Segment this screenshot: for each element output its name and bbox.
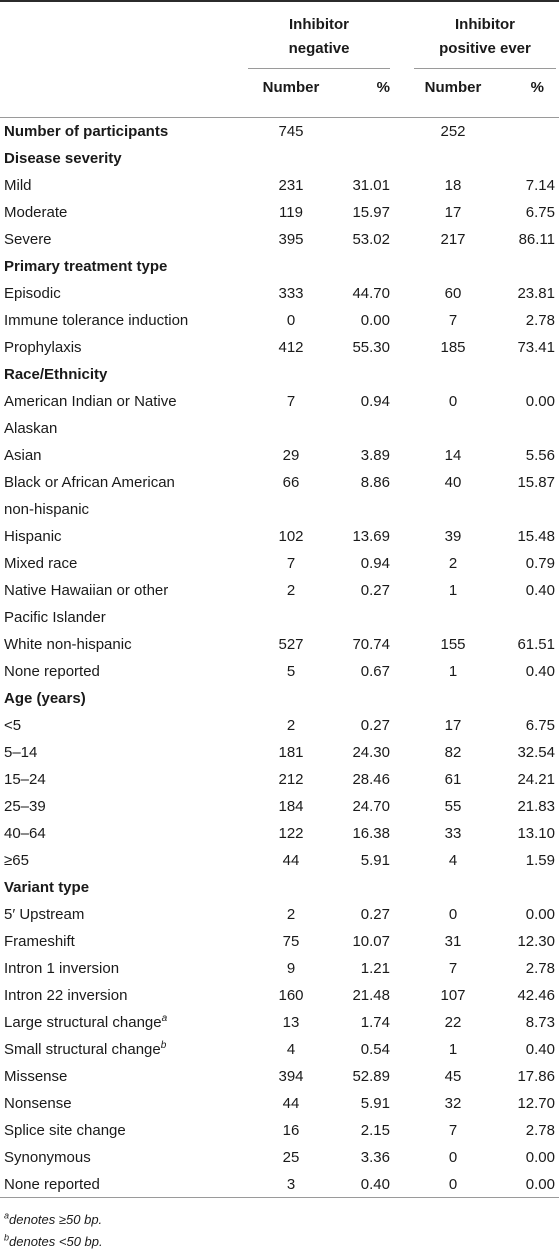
table-bottom-rule bbox=[0, 1197, 559, 1198]
table-row bbox=[0, 307, 559, 334]
table-section-row bbox=[0, 118, 559, 145]
cell-number-positive: 33 bbox=[444, 825, 462, 842]
table-row bbox=[0, 901, 559, 928]
cell-percent-positive: 7.14 bbox=[525, 177, 555, 194]
cell-number-positive: 45 bbox=[444, 1068, 462, 1085]
cell-percent-positive: 24.21 bbox=[517, 771, 555, 788]
table-row bbox=[0, 226, 559, 253]
table-body bbox=[0, 118, 559, 1198]
cell-number-negative: 395 bbox=[278, 231, 304, 248]
cell-percent-positive: 12.30 bbox=[517, 933, 555, 950]
cell-percent-positive: 0.00 bbox=[525, 906, 555, 923]
cell-number-positive: 32 bbox=[444, 1095, 462, 1112]
cell-number-positive: 252 bbox=[440, 123, 466, 140]
footnote-b-text: denotes <50 bp. bbox=[9, 1234, 103, 1249]
cell-percent-positive: 5.56 bbox=[525, 447, 555, 464]
row-label-text: Intron 1 inversion bbox=[4, 960, 120, 977]
table-top-rule bbox=[0, 0, 559, 2]
table-row bbox=[0, 199, 559, 226]
header-inhibitor-negative bbox=[248, 13, 390, 61]
row-label bbox=[4, 820, 239, 847]
table-row bbox=[0, 820, 559, 847]
table-row bbox=[0, 1036, 559, 1063]
cell-number-positive: 22 bbox=[444, 1014, 462, 1031]
cell-percent-negative: 1.74 bbox=[360, 1014, 390, 1031]
row-label bbox=[4, 388, 239, 442]
cell-number-negative: 412 bbox=[278, 339, 304, 356]
cell-number-positive: 217 bbox=[440, 231, 466, 248]
cell-number-positive: 61 bbox=[444, 771, 462, 788]
row-label-text: Missense bbox=[4, 1068, 68, 1085]
cell-percent-positive: 2.78 bbox=[525, 960, 555, 977]
table-row bbox=[0, 280, 559, 307]
table-row bbox=[0, 739, 559, 766]
cell-percent-negative: 8.86 bbox=[360, 474, 390, 491]
footnote-marker: b bbox=[160, 1040, 167, 1051]
cell-percent-positive: 2.78 bbox=[525, 1122, 555, 1139]
cell-number-negative: 75 bbox=[282, 933, 300, 950]
cell-percent-negative: 3.89 bbox=[360, 447, 390, 464]
row-label-text: Episodic bbox=[4, 285, 61, 302]
header-number-negative: Number bbox=[262, 79, 320, 96]
row-label-text: Prophylaxis bbox=[4, 339, 82, 356]
cell-number-negative: 184 bbox=[278, 798, 304, 815]
table-row bbox=[0, 1009, 559, 1036]
section-label bbox=[4, 361, 239, 388]
section-label bbox=[4, 253, 239, 280]
cell-percent-positive: 61.51 bbox=[517, 636, 555, 653]
row-label-text: Severe bbox=[4, 231, 52, 248]
cell-number-negative: 212 bbox=[278, 771, 304, 788]
cell-number-positive: 7 bbox=[448, 312, 458, 329]
row-label-text: None reported bbox=[4, 663, 100, 680]
cell-percent-positive: 15.48 bbox=[517, 528, 555, 545]
row-label-text-continued: non-hispanic bbox=[4, 501, 90, 518]
table-row bbox=[0, 847, 559, 874]
cell-number-positive: 31 bbox=[444, 933, 462, 950]
cell-percent-negative: 15.97 bbox=[352, 204, 390, 221]
row-label bbox=[4, 577, 239, 631]
cell-number-negative: 44 bbox=[282, 1095, 300, 1112]
cell-percent-negative: 0.94 bbox=[360, 393, 390, 410]
table-row bbox=[0, 1171, 559, 1198]
row-label bbox=[4, 739, 239, 766]
row-label-text: American Indian or Native bbox=[4, 393, 177, 410]
cell-number-negative: 0 bbox=[286, 312, 296, 329]
cell-number-positive: 107 bbox=[440, 987, 466, 1004]
cell-number-negative: 527 bbox=[278, 636, 304, 653]
table-row bbox=[0, 172, 559, 199]
row-label bbox=[4, 199, 239, 226]
row-label-text: Primary treatment type bbox=[4, 258, 168, 275]
row-label bbox=[4, 847, 239, 874]
table-row bbox=[0, 1117, 559, 1144]
row-label bbox=[4, 928, 239, 955]
cell-number-positive: 14 bbox=[444, 447, 462, 464]
cell-percent-positive: 0.79 bbox=[525, 555, 555, 572]
cell-number-positive: 7 bbox=[448, 960, 458, 977]
cell-number-negative: 44 bbox=[282, 852, 300, 869]
row-label-text: Synonymous bbox=[4, 1149, 91, 1166]
row-label bbox=[4, 334, 239, 361]
table-row bbox=[0, 334, 559, 361]
cell-percent-negative: 52.89 bbox=[352, 1068, 390, 1085]
header-positive-underline bbox=[414, 68, 556, 69]
cell-percent-negative: 0.40 bbox=[360, 1176, 390, 1193]
cell-number-positive: 1 bbox=[448, 1041, 458, 1058]
cell-number-positive: 1 bbox=[448, 582, 458, 599]
cell-number-negative: 102 bbox=[278, 528, 304, 545]
cell-percent-positive: 32.54 bbox=[517, 744, 555, 761]
cell-number-negative: 122 bbox=[278, 825, 304, 842]
cell-number-positive: 55 bbox=[444, 798, 462, 815]
row-label bbox=[4, 1090, 239, 1117]
row-label bbox=[4, 712, 239, 739]
cell-percent-positive: 0.00 bbox=[525, 393, 555, 410]
cell-percent-positive: 12.70 bbox=[517, 1095, 555, 1112]
cell-percent-negative: 70.74 bbox=[352, 636, 390, 653]
row-label-text: Native Hawaiian or other bbox=[4, 582, 169, 599]
row-label bbox=[4, 955, 239, 982]
table-section-row bbox=[0, 874, 559, 901]
table-row bbox=[0, 631, 559, 658]
row-label-text: <5 bbox=[4, 717, 22, 734]
table-section-row bbox=[0, 145, 559, 172]
row-label-text: Hispanic bbox=[4, 528, 62, 545]
row-label-text: Age (years) bbox=[4, 690, 86, 707]
footnote-a-text: denotes ≥50 bp. bbox=[9, 1212, 103, 1227]
cell-percent-positive: 17.86 bbox=[517, 1068, 555, 1085]
cell-percent-positive: 23.81 bbox=[517, 285, 555, 302]
row-label-text-continued: Alaskan bbox=[4, 420, 58, 437]
row-label-text: 5–14 bbox=[4, 744, 38, 761]
footnote-a bbox=[4, 1209, 103, 1231]
row-label-text: Large structural change bbox=[4, 1014, 162, 1031]
footnote-marker: a bbox=[161, 1013, 168, 1024]
cell-percent-negative: 5.91 bbox=[360, 852, 390, 869]
cell-number-negative: 231 bbox=[278, 177, 304, 194]
row-label-text: 40–64 bbox=[4, 825, 46, 842]
cell-number-positive: 17 bbox=[444, 204, 462, 221]
cell-number-positive: 4 bbox=[448, 852, 458, 869]
row-label bbox=[4, 523, 239, 550]
cell-number-negative: 3 bbox=[286, 1176, 296, 1193]
row-label bbox=[4, 226, 239, 253]
table-row bbox=[0, 982, 559, 1009]
header-inhibitor-positive-line2: positive ever bbox=[439, 40, 531, 57]
row-label-text: Disease severity bbox=[4, 150, 122, 167]
cell-number-positive: 155 bbox=[440, 636, 466, 653]
footnote-a-mark: a bbox=[4, 1210, 10, 1221]
row-label bbox=[4, 280, 239, 307]
cell-number-positive: 40 bbox=[444, 474, 462, 491]
cell-percent-negative: 13.69 bbox=[352, 528, 390, 545]
cell-percent-negative: 0.27 bbox=[360, 717, 390, 734]
row-label bbox=[4, 442, 239, 469]
cell-number-negative: 745 bbox=[278, 123, 304, 140]
cell-percent-positive: 15.87 bbox=[517, 474, 555, 491]
cell-percent-negative: 0.27 bbox=[360, 906, 390, 923]
row-label-text-continued: Pacific Islander bbox=[4, 609, 106, 626]
cell-number-positive: 18 bbox=[444, 177, 462, 194]
cell-percent-negative: 24.70 bbox=[352, 798, 390, 815]
header-number-positive: Number bbox=[424, 79, 482, 96]
row-label bbox=[4, 307, 239, 334]
cell-percent-positive: 1.59 bbox=[525, 852, 555, 869]
cell-number-negative: 13 bbox=[282, 1014, 300, 1031]
cell-number-negative: 7 bbox=[286, 393, 296, 410]
table-row bbox=[0, 793, 559, 820]
header-inhibitor-positive-ever bbox=[414, 13, 556, 61]
section-label bbox=[4, 145, 239, 172]
cell-percent-negative: 0.27 bbox=[360, 582, 390, 599]
cell-number-negative: 5 bbox=[286, 663, 296, 680]
cell-percent-positive: 6.75 bbox=[525, 717, 555, 734]
cell-percent-negative: 44.70 bbox=[352, 285, 390, 302]
table-row bbox=[0, 928, 559, 955]
cell-number-negative: 181 bbox=[278, 744, 304, 761]
header-inhibitor-negative-line2: negative bbox=[288, 40, 350, 57]
table-row bbox=[0, 712, 559, 739]
header-inhibitor-positive-line1: Inhibitor bbox=[455, 16, 515, 33]
row-label bbox=[4, 1063, 239, 1090]
cell-percent-positive: 6.75 bbox=[525, 204, 555, 221]
cell-percent-positive: 0.40 bbox=[525, 663, 555, 680]
cell-number-negative: 394 bbox=[278, 1068, 304, 1085]
cell-number-positive: 82 bbox=[444, 744, 462, 761]
cell-number-positive: 2 bbox=[448, 555, 458, 572]
row-label bbox=[4, 469, 239, 523]
cell-percent-negative: 2.15 bbox=[360, 1122, 390, 1139]
row-label bbox=[4, 1117, 239, 1144]
table-row bbox=[0, 442, 559, 469]
row-label bbox=[4, 172, 239, 199]
row-label-text: Variant type bbox=[4, 879, 90, 896]
header-percent-negative: % bbox=[376, 79, 390, 96]
cell-percent-negative: 53.02 bbox=[352, 231, 390, 248]
cell-number-positive: 39 bbox=[444, 528, 462, 545]
row-label bbox=[4, 1036, 239, 1063]
row-label bbox=[4, 550, 239, 577]
cell-percent-negative: 24.30 bbox=[352, 744, 390, 761]
table-row bbox=[0, 550, 559, 577]
row-label-text: Number of participants bbox=[4, 123, 169, 140]
footnote-b-mark: b bbox=[4, 1232, 10, 1243]
cell-number-positive: 7 bbox=[448, 1122, 458, 1139]
section-label bbox=[4, 685, 239, 712]
cell-number-negative: 333 bbox=[278, 285, 304, 302]
row-label-text: Intron 22 inversion bbox=[4, 987, 128, 1004]
table-section-row bbox=[0, 685, 559, 712]
cell-percent-positive: 13.10 bbox=[517, 825, 555, 842]
table-row bbox=[0, 523, 559, 550]
cell-percent-positive: 2.78 bbox=[525, 312, 555, 329]
cell-number-negative: 9 bbox=[286, 960, 296, 977]
row-label-text: 25–39 bbox=[4, 798, 46, 815]
cell-percent-negative: 3.36 bbox=[360, 1149, 390, 1166]
row-label-text: Mild bbox=[4, 177, 32, 194]
cell-percent-positive: 0.00 bbox=[525, 1149, 555, 1166]
cell-percent-positive: 86.11 bbox=[518, 231, 555, 248]
cell-number-negative: 2 bbox=[286, 582, 296, 599]
table-row bbox=[0, 955, 559, 982]
row-label-text: Small structural change bbox=[4, 1041, 161, 1058]
table-row bbox=[0, 766, 559, 793]
cell-number-negative: 2 bbox=[286, 717, 296, 734]
section-label bbox=[4, 118, 239, 145]
cell-number-positive: 1 bbox=[448, 663, 458, 680]
cell-number-positive: 17 bbox=[444, 717, 462, 734]
cell-percent-negative: 28.46 bbox=[352, 771, 390, 788]
cell-percent-negative: 0.00 bbox=[360, 312, 390, 329]
cell-number-positive: 0 bbox=[448, 906, 458, 923]
cell-number-negative: 119 bbox=[279, 204, 303, 221]
row-label-text: 5′ Upstream bbox=[4, 906, 85, 923]
table-row bbox=[0, 1090, 559, 1117]
header-negative-underline bbox=[248, 68, 390, 69]
row-label-text: Splice site change bbox=[4, 1122, 126, 1139]
cell-percent-negative: 16.38 bbox=[352, 825, 390, 842]
cell-percent-positive: 8.73 bbox=[525, 1014, 555, 1031]
cell-percent-negative: 10.07 bbox=[352, 933, 390, 950]
cell-number-positive: 0 bbox=[448, 1149, 458, 1166]
row-label bbox=[4, 658, 239, 685]
header-inhibitor-negative-line1: Inhibitor bbox=[289, 16, 349, 33]
row-label bbox=[4, 793, 239, 820]
cell-percent-negative: 1.21 bbox=[360, 960, 390, 977]
cell-number-positive: 60 bbox=[444, 285, 462, 302]
table-section-row bbox=[0, 361, 559, 388]
cell-percent-positive: 21.83 bbox=[517, 798, 555, 815]
cell-percent-positive: 0.40 bbox=[525, 1041, 555, 1058]
table-row bbox=[0, 469, 559, 523]
table-section-row bbox=[0, 253, 559, 280]
cell-number-positive: 0 bbox=[448, 1176, 458, 1193]
cell-percent-negative: 21.48 bbox=[352, 987, 390, 1004]
table-row bbox=[0, 1144, 559, 1171]
cell-number-negative: 66 bbox=[282, 474, 300, 491]
cell-number-negative: 29 bbox=[282, 447, 300, 464]
table-row bbox=[0, 658, 559, 685]
table-row bbox=[0, 1063, 559, 1090]
footnotes bbox=[4, 1209, 103, 1253]
cell-number-negative: 16 bbox=[282, 1122, 300, 1139]
header-percent-positive: % bbox=[530, 79, 544, 96]
cell-percent-positive: 42.46 bbox=[517, 987, 555, 1004]
row-label-text: 15–24 bbox=[4, 771, 46, 788]
row-label-text: Immune tolerance induction bbox=[4, 312, 189, 329]
row-label-text: Nonsense bbox=[4, 1095, 72, 1112]
cell-percent-negative: 0.54 bbox=[360, 1041, 390, 1058]
row-label bbox=[4, 1171, 239, 1198]
cell-number-negative: 2 bbox=[286, 906, 296, 923]
row-label-text: None reported bbox=[4, 1176, 100, 1193]
row-label-text: Race/Ethnicity bbox=[4, 366, 108, 383]
row-label bbox=[4, 766, 239, 793]
row-label-text: Mixed race bbox=[4, 555, 78, 572]
cell-number-negative: 25 bbox=[282, 1149, 300, 1166]
row-label bbox=[4, 901, 239, 928]
cell-number-positive: 185 bbox=[440, 339, 466, 356]
cell-percent-positive: 73.41 bbox=[517, 339, 555, 356]
cell-percent-negative: 0.67 bbox=[360, 663, 390, 680]
cell-number-positive: 0 bbox=[448, 393, 458, 410]
cell-percent-negative: 55.30 bbox=[352, 339, 390, 356]
row-label bbox=[4, 982, 239, 1009]
cell-percent-positive: 0.00 bbox=[525, 1176, 555, 1193]
row-label-text: Moderate bbox=[4, 204, 68, 221]
row-label-text: White non-hispanic bbox=[4, 636, 132, 653]
cell-percent-negative: 5.91 bbox=[360, 1095, 390, 1112]
row-label bbox=[4, 631, 239, 658]
cell-number-negative: 7 bbox=[286, 555, 296, 572]
section-label bbox=[4, 874, 239, 901]
row-label bbox=[4, 1144, 239, 1171]
row-label bbox=[4, 1009, 239, 1036]
table-row bbox=[0, 388, 559, 442]
cell-percent-negative: 31.01 bbox=[352, 177, 390, 194]
row-label-text: Asian bbox=[4, 447, 42, 464]
row-label-text: Frameshift bbox=[4, 933, 75, 950]
cell-percent-positive: 0.40 bbox=[525, 582, 555, 599]
cell-percent-negative: 0.94 bbox=[360, 555, 390, 572]
table-row bbox=[0, 577, 559, 631]
cell-number-negative: 160 bbox=[278, 987, 304, 1004]
footnote-b bbox=[4, 1231, 103, 1253]
row-label-text: Black or African American bbox=[4, 474, 175, 491]
row-label-text: ≥65 bbox=[4, 852, 29, 869]
cell-number-negative: 4 bbox=[286, 1041, 296, 1058]
